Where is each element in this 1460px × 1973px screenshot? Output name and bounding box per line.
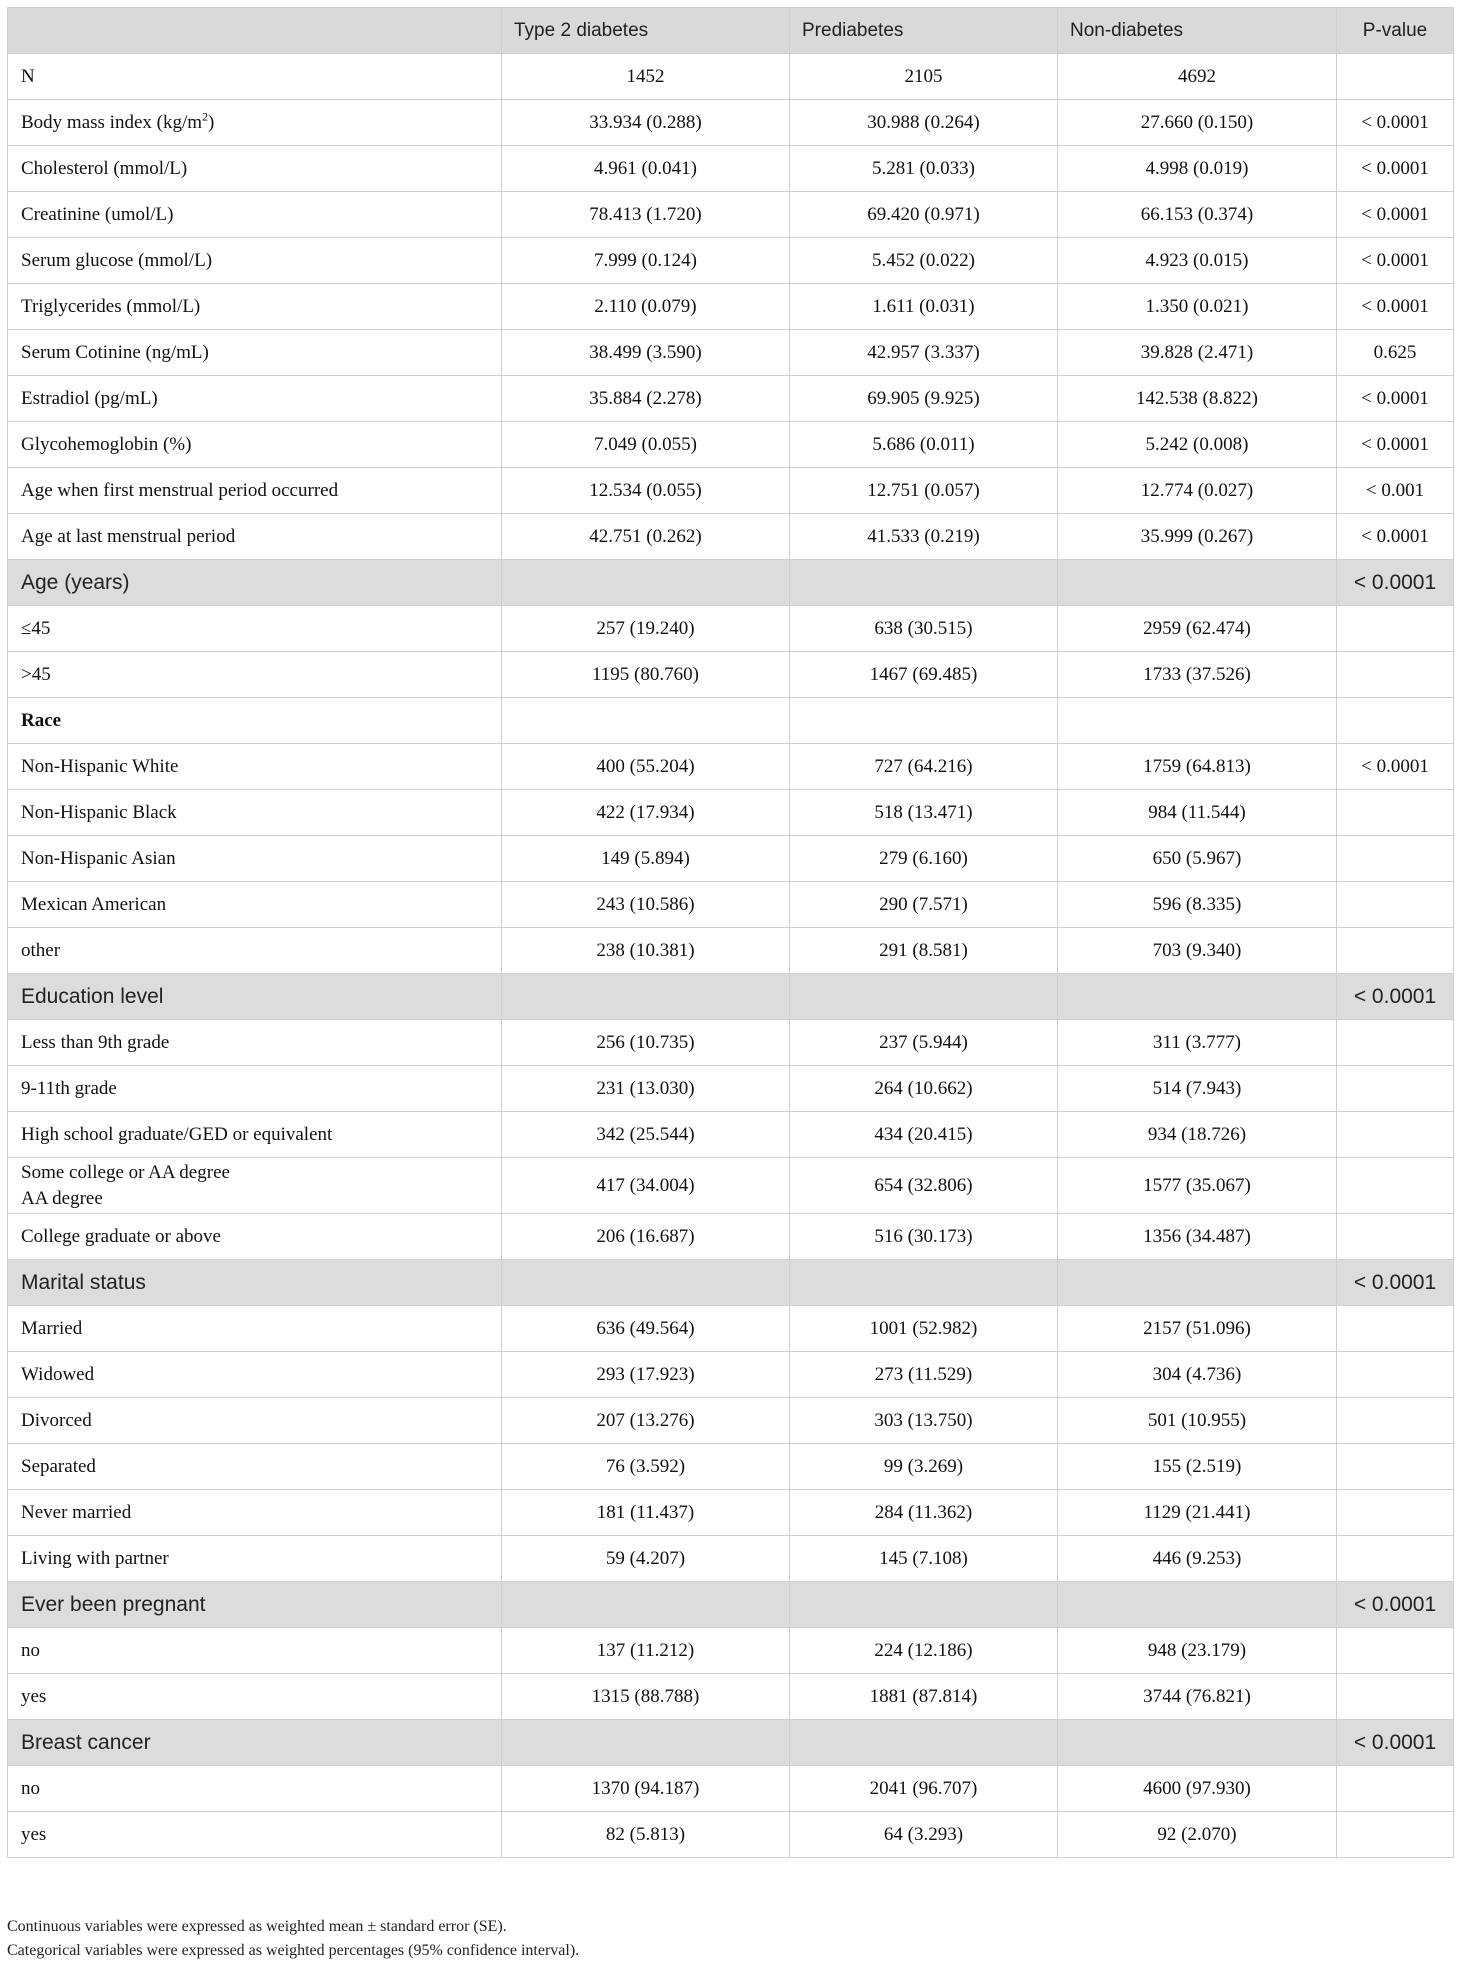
table-row	[8, 1628, 1454, 1674]
table-row	[8, 1020, 1454, 1066]
cell-prediabetes: 5.686 (0.011)	[790, 422, 1058, 468]
cell-type2-diabetes	[502, 560, 790, 606]
row-label: ≤45	[8, 606, 502, 652]
table-row	[8, 1214, 1454, 1260]
cell-prediabetes: 727 (64.216)	[790, 744, 1058, 790]
table-footnotes	[7, 1915, 1453, 1963]
header-variable	[8, 8, 502, 54]
cell-prediabetes: 237 (5.944)	[790, 1020, 1058, 1066]
table-row	[8, 100, 1454, 146]
table-row	[8, 146, 1454, 192]
cell-non-diabetes: 650 (5.967)	[1058, 836, 1337, 882]
table-row	[8, 192, 1454, 238]
cell-p-value: < 0.0001	[1337, 514, 1454, 560]
cell-type2-diabetes: 1195 (80.760)	[502, 652, 790, 698]
cell-type2-diabetes	[502, 1582, 790, 1628]
cell-p-value	[1337, 1066, 1454, 1112]
cell-type2-diabetes: 2.110 (0.079)	[502, 284, 790, 330]
table-row	[8, 1306, 1454, 1352]
row-label: Triglycerides (mmol/L)	[8, 284, 502, 330]
table-row	[8, 468, 1454, 514]
cell-p-value	[1337, 882, 1454, 928]
table-row	[8, 744, 1454, 790]
cell-non-diabetes: 703 (9.340)	[1058, 928, 1337, 974]
cell-p-value: < 0.0001	[1337, 100, 1454, 146]
cell-non-diabetes: 501 (10.955)	[1058, 1398, 1337, 1444]
cell-non-diabetes	[1058, 1720, 1337, 1766]
cell-p-value: < 0.0001	[1337, 560, 1454, 606]
section-row	[8, 1260, 1454, 1306]
cell-prediabetes: 273 (11.529)	[790, 1352, 1058, 1398]
cell-prediabetes: 42.957 (3.337)	[790, 330, 1058, 376]
cell-type2-diabetes: 7.999 (0.124)	[502, 238, 790, 284]
row-label-text: Body mass index (kg/m	[21, 111, 203, 133]
cell-prediabetes: 284 (11.362)	[790, 1490, 1058, 1536]
cell-non-diabetes: 1759 (64.813)	[1058, 744, 1337, 790]
cell-type2-diabetes: 42.751 (0.262)	[502, 514, 790, 560]
cell-p-value	[1337, 1444, 1454, 1490]
cell-prediabetes	[790, 974, 1058, 1020]
cell-prediabetes: 1467 (69.485)	[790, 652, 1058, 698]
cell-p-value	[1337, 1112, 1454, 1158]
cell-prediabetes: 64 (3.293)	[790, 1812, 1058, 1858]
cell-p-value: < 0.0001	[1337, 974, 1454, 1020]
row-label: Cholesterol (mmol/L)	[8, 146, 502, 192]
cell-type2-diabetes: 4.961 (0.041)	[502, 146, 790, 192]
row-label: Serum glucose (mmol/L)	[8, 238, 502, 284]
table-row	[8, 376, 1454, 422]
cell-prediabetes: 654 (32.806)	[790, 1158, 1058, 1214]
row-label: yes	[8, 1674, 502, 1720]
cell-prediabetes: 5.452 (0.022)	[790, 238, 1058, 284]
row-label: 9-11th grade	[8, 1066, 502, 1112]
cell-prediabetes: 224 (12.186)	[790, 1628, 1058, 1674]
table-row	[8, 882, 1454, 928]
table-row	[8, 1490, 1454, 1536]
cell-prediabetes: 638 (30.515)	[790, 606, 1058, 652]
cell-prediabetes: 264 (10.662)	[790, 1066, 1058, 1112]
cell-p-value: < 0.0001	[1337, 284, 1454, 330]
cell-p-value	[1337, 1490, 1454, 1536]
cell-type2-diabetes: 400 (55.204)	[502, 744, 790, 790]
row-label: Divorced	[8, 1398, 502, 1444]
cell-non-diabetes	[1058, 698, 1337, 744]
cell-non-diabetes: 514 (7.943)	[1058, 1066, 1337, 1112]
cell-prediabetes	[790, 1720, 1058, 1766]
row-label: Non-Hispanic Black	[8, 790, 502, 836]
cell-p-value	[1337, 54, 1454, 100]
table-row	[8, 1812, 1454, 1858]
cell-p-value	[1337, 1628, 1454, 1674]
row-label-line: AA degree	[21, 1187, 103, 1209]
cell-p-value	[1337, 1214, 1454, 1260]
cell-type2-diabetes: 342 (25.544)	[502, 1112, 790, 1158]
cell-non-diabetes: 66.153 (0.374)	[1058, 192, 1337, 238]
row-label: Race	[8, 698, 502, 744]
row-label: Non-Hispanic White	[8, 744, 502, 790]
header-prediabetes: Prediabetes	[790, 8, 1058, 54]
section-row	[8, 1720, 1454, 1766]
row-label: Estradiol (pg/mL)	[8, 376, 502, 422]
cell-type2-diabetes: 76 (3.592)	[502, 1444, 790, 1490]
row-label-text: )	[208, 111, 215, 133]
cell-type2-diabetes: 1370 (94.187)	[502, 1766, 790, 1812]
footnote-categorical: Categorical variables were expressed as weighted percentages (95% confidence interval).	[7, 1942, 580, 1959]
cell-type2-diabetes: 231 (13.030)	[502, 1066, 790, 1112]
cell-type2-diabetes: 238 (10.381)	[502, 928, 790, 974]
cell-p-value	[1337, 1674, 1454, 1720]
cell-prediabetes: 2105	[790, 54, 1058, 100]
cell-non-diabetes: 1577 (35.067)	[1058, 1158, 1337, 1214]
row-label: Age (years)	[8, 560, 502, 606]
group-row	[8, 698, 1454, 744]
cell-prediabetes: 69.905 (9.925)	[790, 376, 1058, 422]
cell-non-diabetes: 27.660 (0.150)	[1058, 100, 1337, 146]
cell-p-value	[1337, 790, 1454, 836]
cell-type2-diabetes: 206 (16.687)	[502, 1214, 790, 1260]
cell-prediabetes: 1001 (52.982)	[790, 1306, 1058, 1352]
cell-p-value	[1337, 698, 1454, 744]
cell-type2-diabetes: 243 (10.586)	[502, 882, 790, 928]
cell-p-value: < 0.0001	[1337, 238, 1454, 284]
cell-non-diabetes: 304 (4.736)	[1058, 1352, 1337, 1398]
table-row	[8, 238, 1454, 284]
cell-prediabetes: 30.988 (0.264)	[790, 100, 1058, 146]
cell-non-diabetes: 142.538 (8.822)	[1058, 376, 1337, 422]
table-row	[8, 514, 1454, 560]
table-container	[7, 7, 1453, 1858]
cell-prediabetes: 290 (7.571)	[790, 882, 1058, 928]
table-row	[8, 836, 1454, 882]
cell-prediabetes: 434 (20.415)	[790, 1112, 1058, 1158]
cell-type2-diabetes	[502, 698, 790, 744]
cell-type2-diabetes: 257 (19.240)	[502, 606, 790, 652]
cell-non-diabetes	[1058, 974, 1337, 1020]
row-label: Serum Cotinine (ng/mL)	[8, 330, 502, 376]
cell-prediabetes: 303 (13.750)	[790, 1398, 1058, 1444]
cell-non-diabetes: 155 (2.519)	[1058, 1444, 1337, 1490]
table-body	[8, 54, 1454, 1858]
cell-p-value	[1337, 1158, 1454, 1214]
cell-p-value: < 0.0001	[1337, 1582, 1454, 1628]
cell-p-value	[1337, 1306, 1454, 1352]
cell-non-diabetes: 5.242 (0.008)	[1058, 422, 1337, 468]
cell-non-diabetes: 12.774 (0.027)	[1058, 468, 1337, 514]
table-row	[8, 1066, 1454, 1112]
cell-type2-diabetes: 78.413 (1.720)	[502, 192, 790, 238]
cell-non-diabetes: 1129 (21.441)	[1058, 1490, 1337, 1536]
row-label: Married	[8, 1306, 502, 1352]
cell-p-value: 0.625	[1337, 330, 1454, 376]
cell-p-value	[1337, 1352, 1454, 1398]
cell-type2-diabetes: 137 (11.212)	[502, 1628, 790, 1674]
row-label: Non-Hispanic Asian	[8, 836, 502, 882]
baseline-characteristics-table	[7, 7, 1454, 1858]
cell-type2-diabetes: 1452	[502, 54, 790, 100]
cell-p-value	[1337, 1536, 1454, 1582]
row-label: High school graduate/GED or equivalent	[8, 1112, 502, 1158]
cell-prediabetes: 279 (6.160)	[790, 836, 1058, 882]
table-row	[8, 422, 1454, 468]
cell-p-value	[1337, 928, 1454, 974]
cell-prediabetes	[790, 1260, 1058, 1306]
cell-type2-diabetes: 417 (34.004)	[502, 1158, 790, 1214]
row-label: other	[8, 928, 502, 974]
cell-non-diabetes: 1356 (34.487)	[1058, 1214, 1337, 1260]
row-label: Ever been pregnant	[8, 1582, 502, 1628]
cell-p-value: < 0.0001	[1337, 376, 1454, 422]
cell-non-diabetes: 39.828 (2.471)	[1058, 330, 1337, 376]
table-row	[8, 1444, 1454, 1490]
cell-non-diabetes: 2959 (62.474)	[1058, 606, 1337, 652]
cell-prediabetes: 516 (30.173)	[790, 1214, 1058, 1260]
row-label: Age at last menstrual period	[8, 514, 502, 560]
cell-prediabetes: 291 (8.581)	[790, 928, 1058, 974]
section-row	[8, 974, 1454, 1020]
row-label: Less than 9th grade	[8, 1020, 502, 1066]
cell-p-value: < 0.0001	[1337, 1260, 1454, 1306]
cell-type2-diabetes: 7.049 (0.055)	[502, 422, 790, 468]
cell-type2-diabetes: 12.534 (0.055)	[502, 468, 790, 514]
cell-type2-diabetes: 38.499 (3.590)	[502, 330, 790, 376]
cell-non-diabetes	[1058, 1582, 1337, 1628]
cell-non-diabetes	[1058, 1260, 1337, 1306]
cell-prediabetes: 518 (13.471)	[790, 790, 1058, 836]
row-label: no	[8, 1628, 502, 1674]
cell-non-diabetes: 92 (2.070)	[1058, 1812, 1337, 1858]
table-row	[8, 1536, 1454, 1582]
cell-prediabetes	[790, 698, 1058, 744]
row-label: Living with partner	[8, 1536, 502, 1582]
section-row	[8, 1582, 1454, 1628]
cell-non-diabetes: 934 (18.726)	[1058, 1112, 1337, 1158]
cell-type2-diabetes: 1315 (88.788)	[502, 1674, 790, 1720]
cell-non-diabetes: 984 (11.544)	[1058, 790, 1337, 836]
cell-type2-diabetes: 33.934 (0.288)	[502, 100, 790, 146]
cell-non-diabetes	[1058, 560, 1337, 606]
cell-p-value	[1337, 1812, 1454, 1858]
cell-p-value	[1337, 1020, 1454, 1066]
cell-type2-diabetes: 59 (4.207)	[502, 1536, 790, 1582]
table-row	[8, 652, 1454, 698]
row-label: Creatinine (umol/L)	[8, 192, 502, 238]
cell-prediabetes	[790, 1582, 1058, 1628]
section-row	[8, 560, 1454, 606]
row-label: College graduate or above	[8, 1214, 502, 1260]
table-row	[8, 54, 1454, 100]
cell-non-diabetes: 4.998 (0.019)	[1058, 146, 1337, 192]
cell-non-diabetes: 4600 (97.930)	[1058, 1766, 1337, 1812]
row-label: >45	[8, 652, 502, 698]
header-non-diabetes: Non-diabetes	[1058, 8, 1337, 54]
cell-type2-diabetes: 82 (5.813)	[502, 1812, 790, 1858]
cell-p-value: < 0.001	[1337, 468, 1454, 514]
cell-p-value	[1337, 652, 1454, 698]
footnote-continuous: Continuous variables were expressed as weighted mean ± standard error (SE).	[7, 1918, 507, 1935]
cell-non-diabetes: 1.350 (0.021)	[1058, 284, 1337, 330]
cell-non-diabetes: 2157 (51.096)	[1058, 1306, 1337, 1352]
table-row	[8, 1674, 1454, 1720]
table-row	[8, 790, 1454, 836]
row-label	[8, 1158, 502, 1214]
table-row	[8, 928, 1454, 974]
row-label: Marital status	[8, 1260, 502, 1306]
cell-prediabetes: 145 (7.108)	[790, 1536, 1058, 1582]
table-row	[8, 1112, 1454, 1158]
cell-prediabetes: 5.281 (0.033)	[790, 146, 1058, 192]
header-p-value: P-value	[1337, 8, 1454, 54]
table-header-row	[8, 8, 1454, 54]
cell-non-diabetes: 948 (23.179)	[1058, 1628, 1337, 1674]
table-row	[8, 1352, 1454, 1398]
row-label: Separated	[8, 1444, 502, 1490]
cell-prediabetes: 41.533 (0.219)	[790, 514, 1058, 560]
cell-type2-diabetes	[502, 1260, 790, 1306]
cell-p-value: < 0.0001	[1337, 1720, 1454, 1766]
cell-prediabetes	[790, 560, 1058, 606]
row-label	[8, 100, 502, 146]
cell-non-diabetes: 446 (9.253)	[1058, 1536, 1337, 1582]
cell-p-value	[1337, 836, 1454, 882]
cell-non-diabetes: 1733 (37.526)	[1058, 652, 1337, 698]
cell-type2-diabetes	[502, 1720, 790, 1766]
header-type2-diabetes: Type 2 diabetes	[502, 8, 790, 54]
cell-type2-diabetes: 422 (17.934)	[502, 790, 790, 836]
cell-prediabetes: 1.611 (0.031)	[790, 284, 1058, 330]
row-label: N	[8, 54, 502, 100]
row-label: yes	[8, 1812, 502, 1858]
cell-non-diabetes: 4.923 (0.015)	[1058, 238, 1337, 284]
row-label: no	[8, 1766, 502, 1812]
cell-non-diabetes: 311 (3.777)	[1058, 1020, 1337, 1066]
cell-non-diabetes: 596 (8.335)	[1058, 882, 1337, 928]
cell-p-value: < 0.0001	[1337, 146, 1454, 192]
table-row	[8, 606, 1454, 652]
cell-non-diabetes: 3744 (76.821)	[1058, 1674, 1337, 1720]
cell-p-value	[1337, 1766, 1454, 1812]
cell-p-value: < 0.0001	[1337, 192, 1454, 238]
table-row	[8, 1158, 1454, 1214]
cell-p-value	[1337, 1398, 1454, 1444]
cell-prediabetes: 69.420 (0.971)	[790, 192, 1058, 238]
cell-p-value: < 0.0001	[1337, 422, 1454, 468]
cell-non-diabetes: 4692	[1058, 54, 1337, 100]
cell-p-value: < 0.0001	[1337, 744, 1454, 790]
cell-type2-diabetes: 293 (17.923)	[502, 1352, 790, 1398]
table-row	[8, 1398, 1454, 1444]
row-label: Education level	[8, 974, 502, 1020]
cell-non-diabetes: 35.999 (0.267)	[1058, 514, 1337, 560]
cell-type2-diabetes: 149 (5.894)	[502, 836, 790, 882]
row-label: Mexican American	[8, 882, 502, 928]
row-label: Age when first menstrual period occurred	[8, 468, 502, 514]
cell-p-value	[1337, 606, 1454, 652]
cell-type2-diabetes: 35.884 (2.278)	[502, 376, 790, 422]
cell-prediabetes: 99 (3.269)	[790, 1444, 1058, 1490]
cell-type2-diabetes: 181 (11.437)	[502, 1490, 790, 1536]
cell-prediabetes: 12.751 (0.057)	[790, 468, 1058, 514]
row-label-line: Some college or AA degree	[21, 1161, 230, 1183]
table-row	[8, 284, 1454, 330]
row-label: Breast cancer	[8, 1720, 502, 1766]
row-label-superscript: 2	[202, 109, 209, 124]
cell-type2-diabetes: 207 (13.276)	[502, 1398, 790, 1444]
row-label: Widowed	[8, 1352, 502, 1398]
cell-prediabetes: 2041 (96.707)	[790, 1766, 1058, 1812]
row-label: Never married	[8, 1490, 502, 1536]
cell-type2-diabetes: 636 (49.564)	[502, 1306, 790, 1352]
cell-type2-diabetes	[502, 974, 790, 1020]
row-label: Glycohemoglobin (%)	[8, 422, 502, 468]
table-row	[8, 330, 1454, 376]
table-row	[8, 1766, 1454, 1812]
cell-type2-diabetes: 256 (10.735)	[502, 1020, 790, 1066]
cell-prediabetes: 1881 (87.814)	[790, 1674, 1058, 1720]
